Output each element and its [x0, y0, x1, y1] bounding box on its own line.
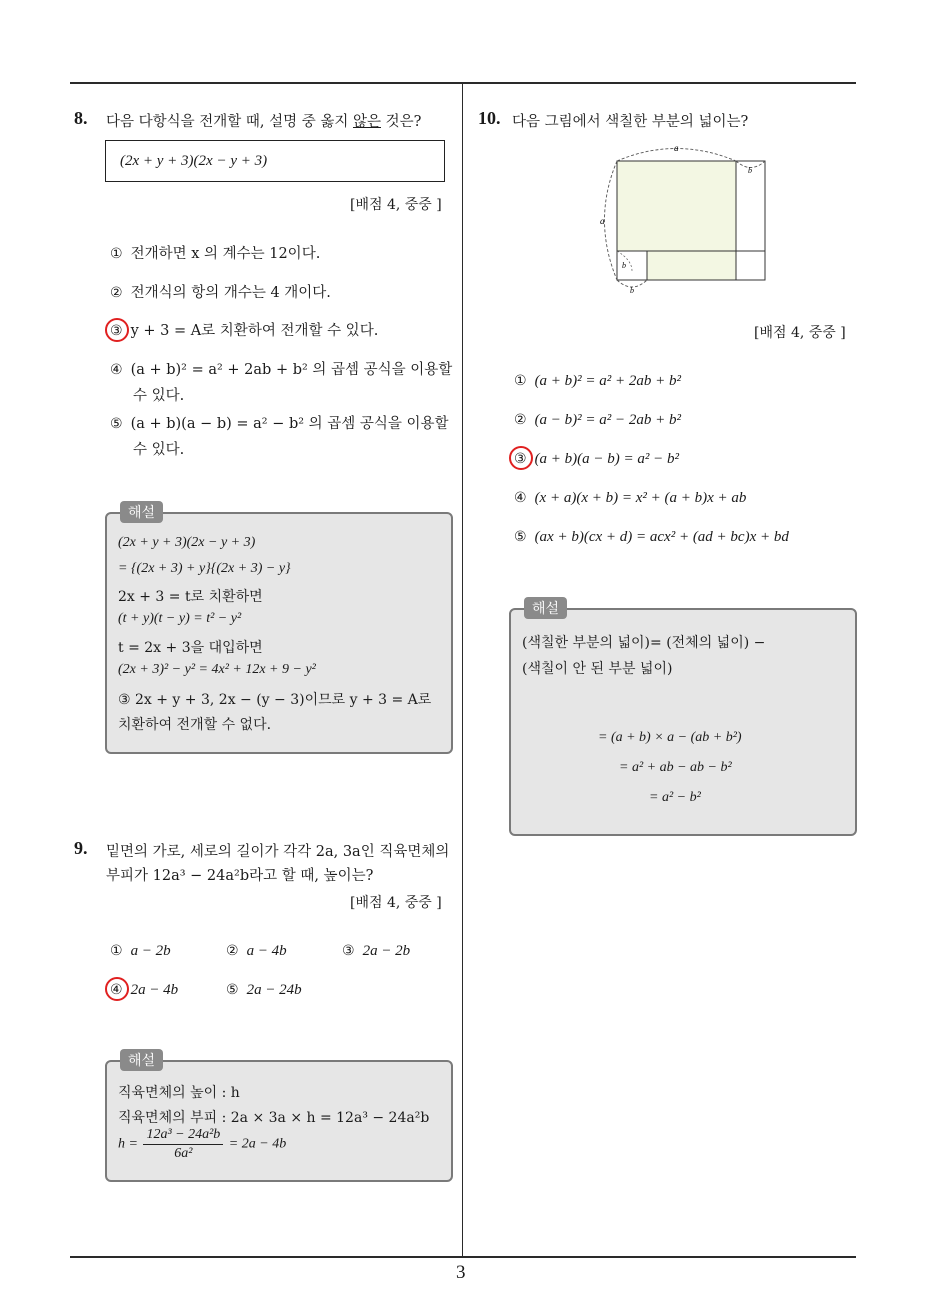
q10-sol-line-4: = a² + ab − ab − b² [619, 760, 732, 775]
q10-label-b-inner: b [622, 261, 626, 270]
q9-number: 9. [74, 838, 88, 858]
q8-sol-line-3: 2x + 3 = t로 치환하면 [118, 589, 263, 605]
q9-option-4[interactable]: ④ 2a − 4b [110, 982, 179, 998]
q10-option-2[interactable]: ② (a − b)² = a² − 2ab + b² [514, 412, 682, 428]
q9-question-line-1: 밑면의 가로, 세로의 길이가 각각 2a, 3a인 직육면체의 [106, 844, 450, 860]
q8-sol-line-5: t = 2x + 3을 대입하면 [118, 640, 263, 656]
q8-answer-circle [105, 318, 129, 342]
q9-question-line-2: 부피가 12a³ − 24a²b라고 할 때, 높이는? [106, 868, 374, 884]
q10-sol-line-1: (색칠한 부분의 넓이)= (전체의 넓이) − [522, 635, 766, 651]
q9-sol-line-3: h = $\frac{\text{12a³ − 24a²b}}{\text{6a²}}$ = 2a − 4b [118, 1127, 287, 1161]
q9-sol-line-1: 직육면체의 높이 : h [118, 1085, 240, 1101]
q8-formula-box: (2x + y + 3)(2x − y + 3) [105, 140, 445, 182]
q9-sol-line-2: 직육면체의 부피 : 2a × 3a × h = 12a³ − 24a²b [118, 1110, 430, 1126]
q8-option-4[interactable]: ④ (a + b)² = a² + 2ab + b² 의 곱셈 공식을 이용할 [110, 362, 453, 378]
q8-score: [배점 4, 중중 ] [350, 197, 442, 213]
q8-option-1[interactable]: ① 전개하면 x 의 계수는 12이다. [110, 246, 321, 262]
q9-answer-circle [105, 977, 129, 1001]
q10-option-5[interactable]: ⑤ (ax + b)(cx + d) = acx² + (ad + bc)x + bd [514, 529, 789, 545]
q10-sol-line-3: = (a + b) × a − (ab + b²) [598, 730, 742, 745]
q10-shaded-strip [647, 251, 736, 280]
q10-figure [596, 140, 776, 295]
q9-fraction: $\frac{\text{12a³ − 24a²b}}{\text{6a²}}$ [143, 1126, 223, 1163]
column-divider [462, 84, 463, 1258]
q10-answer-circle [509, 446, 533, 470]
q10-sol-line-5: = a² − b² [649, 790, 701, 805]
q8-question: 다음 다항식을 전개할 때, 설명 중 옳지 않은 것은? [106, 114, 422, 130]
q8-option-5-cont: 수 있다. [133, 442, 185, 458]
q10-label-a-left: a [600, 216, 605, 226]
q9-option-5[interactable]: ⑤ 2a − 24b [226, 982, 302, 998]
q10-label-a-top: a [674, 143, 679, 153]
q10-solution-tag: 해설 [524, 597, 567, 619]
q10-corner-square [736, 251, 765, 280]
q8-solution-tag: 해설 [120, 501, 163, 523]
q10-question: 다음 그림에서 색칠한 부분의 넓이는? [512, 114, 749, 130]
q10-score: [배점 4, 중중 ] [754, 325, 846, 341]
q8-sol-line-7: ③ 2x + y + 3, 2x − (y − 3)이므로 y + 3 = A로 [118, 692, 432, 708]
q10-shaded-large-square [617, 161, 736, 251]
q10-option-3[interactable]: ③ (a + b)(a − b) = a² − b² [514, 451, 680, 467]
q8-option-4-cont: 수 있다. [133, 388, 185, 404]
bottom-rule [70, 1256, 856, 1258]
q8-sol-line-2: = {(2x + 3) + y}{(2x + 3) − y} [118, 561, 291, 576]
q8-sol-line-4: (t + y)(t − y) = t² − y² [118, 611, 242, 626]
q9-option-1[interactable]: ① a − 2b [110, 943, 171, 959]
q8-underline: 않은 [352, 114, 381, 130]
q10-label-b-bottom: b [630, 286, 634, 295]
q9-score: [배점 4, 중중 ] [350, 895, 442, 911]
q10-brace-left [605, 161, 618, 280]
q10-sol-line-2: (색칠이 안 된 부분 넓이) [522, 661, 673, 677]
q8-sol-line-1: (2x + y + 3)(2x − y + 3) [118, 535, 256, 550]
page-number: 3 [456, 1262, 466, 1283]
q10-number: 10. [478, 108, 501, 128]
q8-option-2[interactable]: ② 전개식의 항의 개수는 4 개이다. [110, 285, 331, 301]
q8-sol-line-8: 치환하여 전개할 수 없다. [118, 717, 272, 733]
q9-option-2[interactable]: ② a − 4b [226, 943, 287, 959]
q10-option-4[interactable]: ④ (x + a)(x + b) = x² + (a + b)x + ab [514, 490, 747, 506]
q8-option-3[interactable]: ③ y + 3 = A로 치환하여 전개할 수 있다. [110, 323, 379, 339]
q8-option-5[interactable]: ⑤ (a + b)(a − b) = a² − b² 의 곱셈 공식을 이용할 [110, 416, 449, 432]
q8-number: 8. [74, 108, 88, 128]
top-rule [70, 82, 856, 84]
q10-label-b-right: b [748, 166, 752, 175]
q10-option-1[interactable]: ① (a + b)² = a² + 2ab + b² [514, 373, 682, 389]
q9-option-3[interactable]: ③ 2a − 2b [342, 943, 411, 959]
q9-solution-tag: 해설 [120, 1049, 163, 1071]
q8-sol-line-6: (2x + 3)² − y² = 4x² + 12x + 9 − y² [118, 662, 316, 677]
